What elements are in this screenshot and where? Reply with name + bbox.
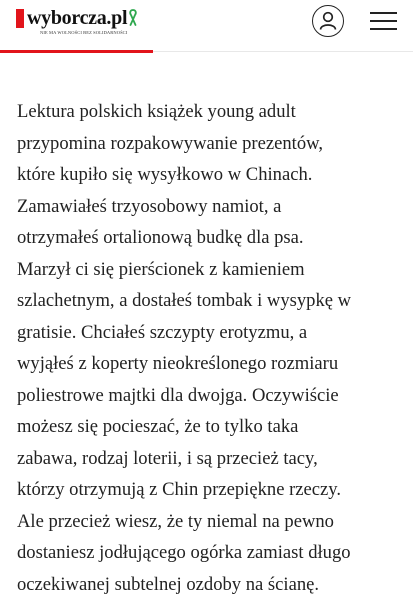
article-line: wyjąłeś z koperty nieokreślonego rozmiaru bbox=[17, 353, 339, 374]
article-line: Zamawiałeś trzyosobowy namiot, a bbox=[17, 195, 282, 217]
article-line: gratisie. Chciałeś szczypty erotyzmu, a bbox=[17, 321, 308, 343]
article-body bbox=[17, 96, 402, 600]
header-accent-bar bbox=[0, 50, 153, 53]
article-line: zabawa, rodzaj loterii, i są przecież tacy, bbox=[17, 447, 318, 469]
logo-mark bbox=[16, 9, 24, 28]
user-account-button[interactable] bbox=[312, 5, 344, 37]
user-icon bbox=[319, 11, 337, 30]
menu-button[interactable] bbox=[370, 11, 397, 31]
article-line: którzy otrzymują z Chin przepiękne rzeczy. bbox=[17, 479, 342, 500]
article-line: szlachetnym, a dostałeś tombak i wysypkę w bbox=[17, 290, 352, 311]
article-line: dostaniesz jodłującego ogórka zamiast długo bbox=[17, 542, 351, 563]
article-line: Ale przecież wiesz, że ty niemal na pewno bbox=[17, 510, 334, 532]
article-line: Lektura polskich książek young adult bbox=[17, 101, 296, 122]
header-divider bbox=[153, 51, 413, 52]
site-logo[interactable] bbox=[16, 8, 138, 28]
article-line: które kupiło się wysyłkowo w Chinach. bbox=[17, 164, 313, 185]
hamburger-menu-icon-bar bbox=[370, 20, 397, 22]
logo-text: wyborcza.pl bbox=[27, 7, 128, 29]
article-line: możesz się pocieszać, że to tylko taka bbox=[17, 416, 299, 437]
article-line: Marzył ci się pierścionek z kamieniem bbox=[17, 258, 305, 280]
article-line: otrzymałeś ortalionową budkę dla psa. bbox=[17, 227, 304, 248]
article-line: oczekiwanej subtelnej ozdoby na ścianę. bbox=[17, 573, 320, 595]
article-line: przypomina rozpakowywanie prezentów, bbox=[17, 132, 323, 154]
hamburger-menu-icon-bar bbox=[370, 28, 397, 30]
article-line: poliestrowe majtki dla dwojga. Oczywiście bbox=[17, 384, 339, 406]
site-tagline: NIE MA WOLNOŚCI BEZ SOLIDARNOŚCI bbox=[40, 30, 128, 35]
ribbon-icon bbox=[128, 9, 138, 27]
site-header bbox=[0, 0, 413, 50]
hamburger-menu-icon bbox=[370, 12, 397, 14]
